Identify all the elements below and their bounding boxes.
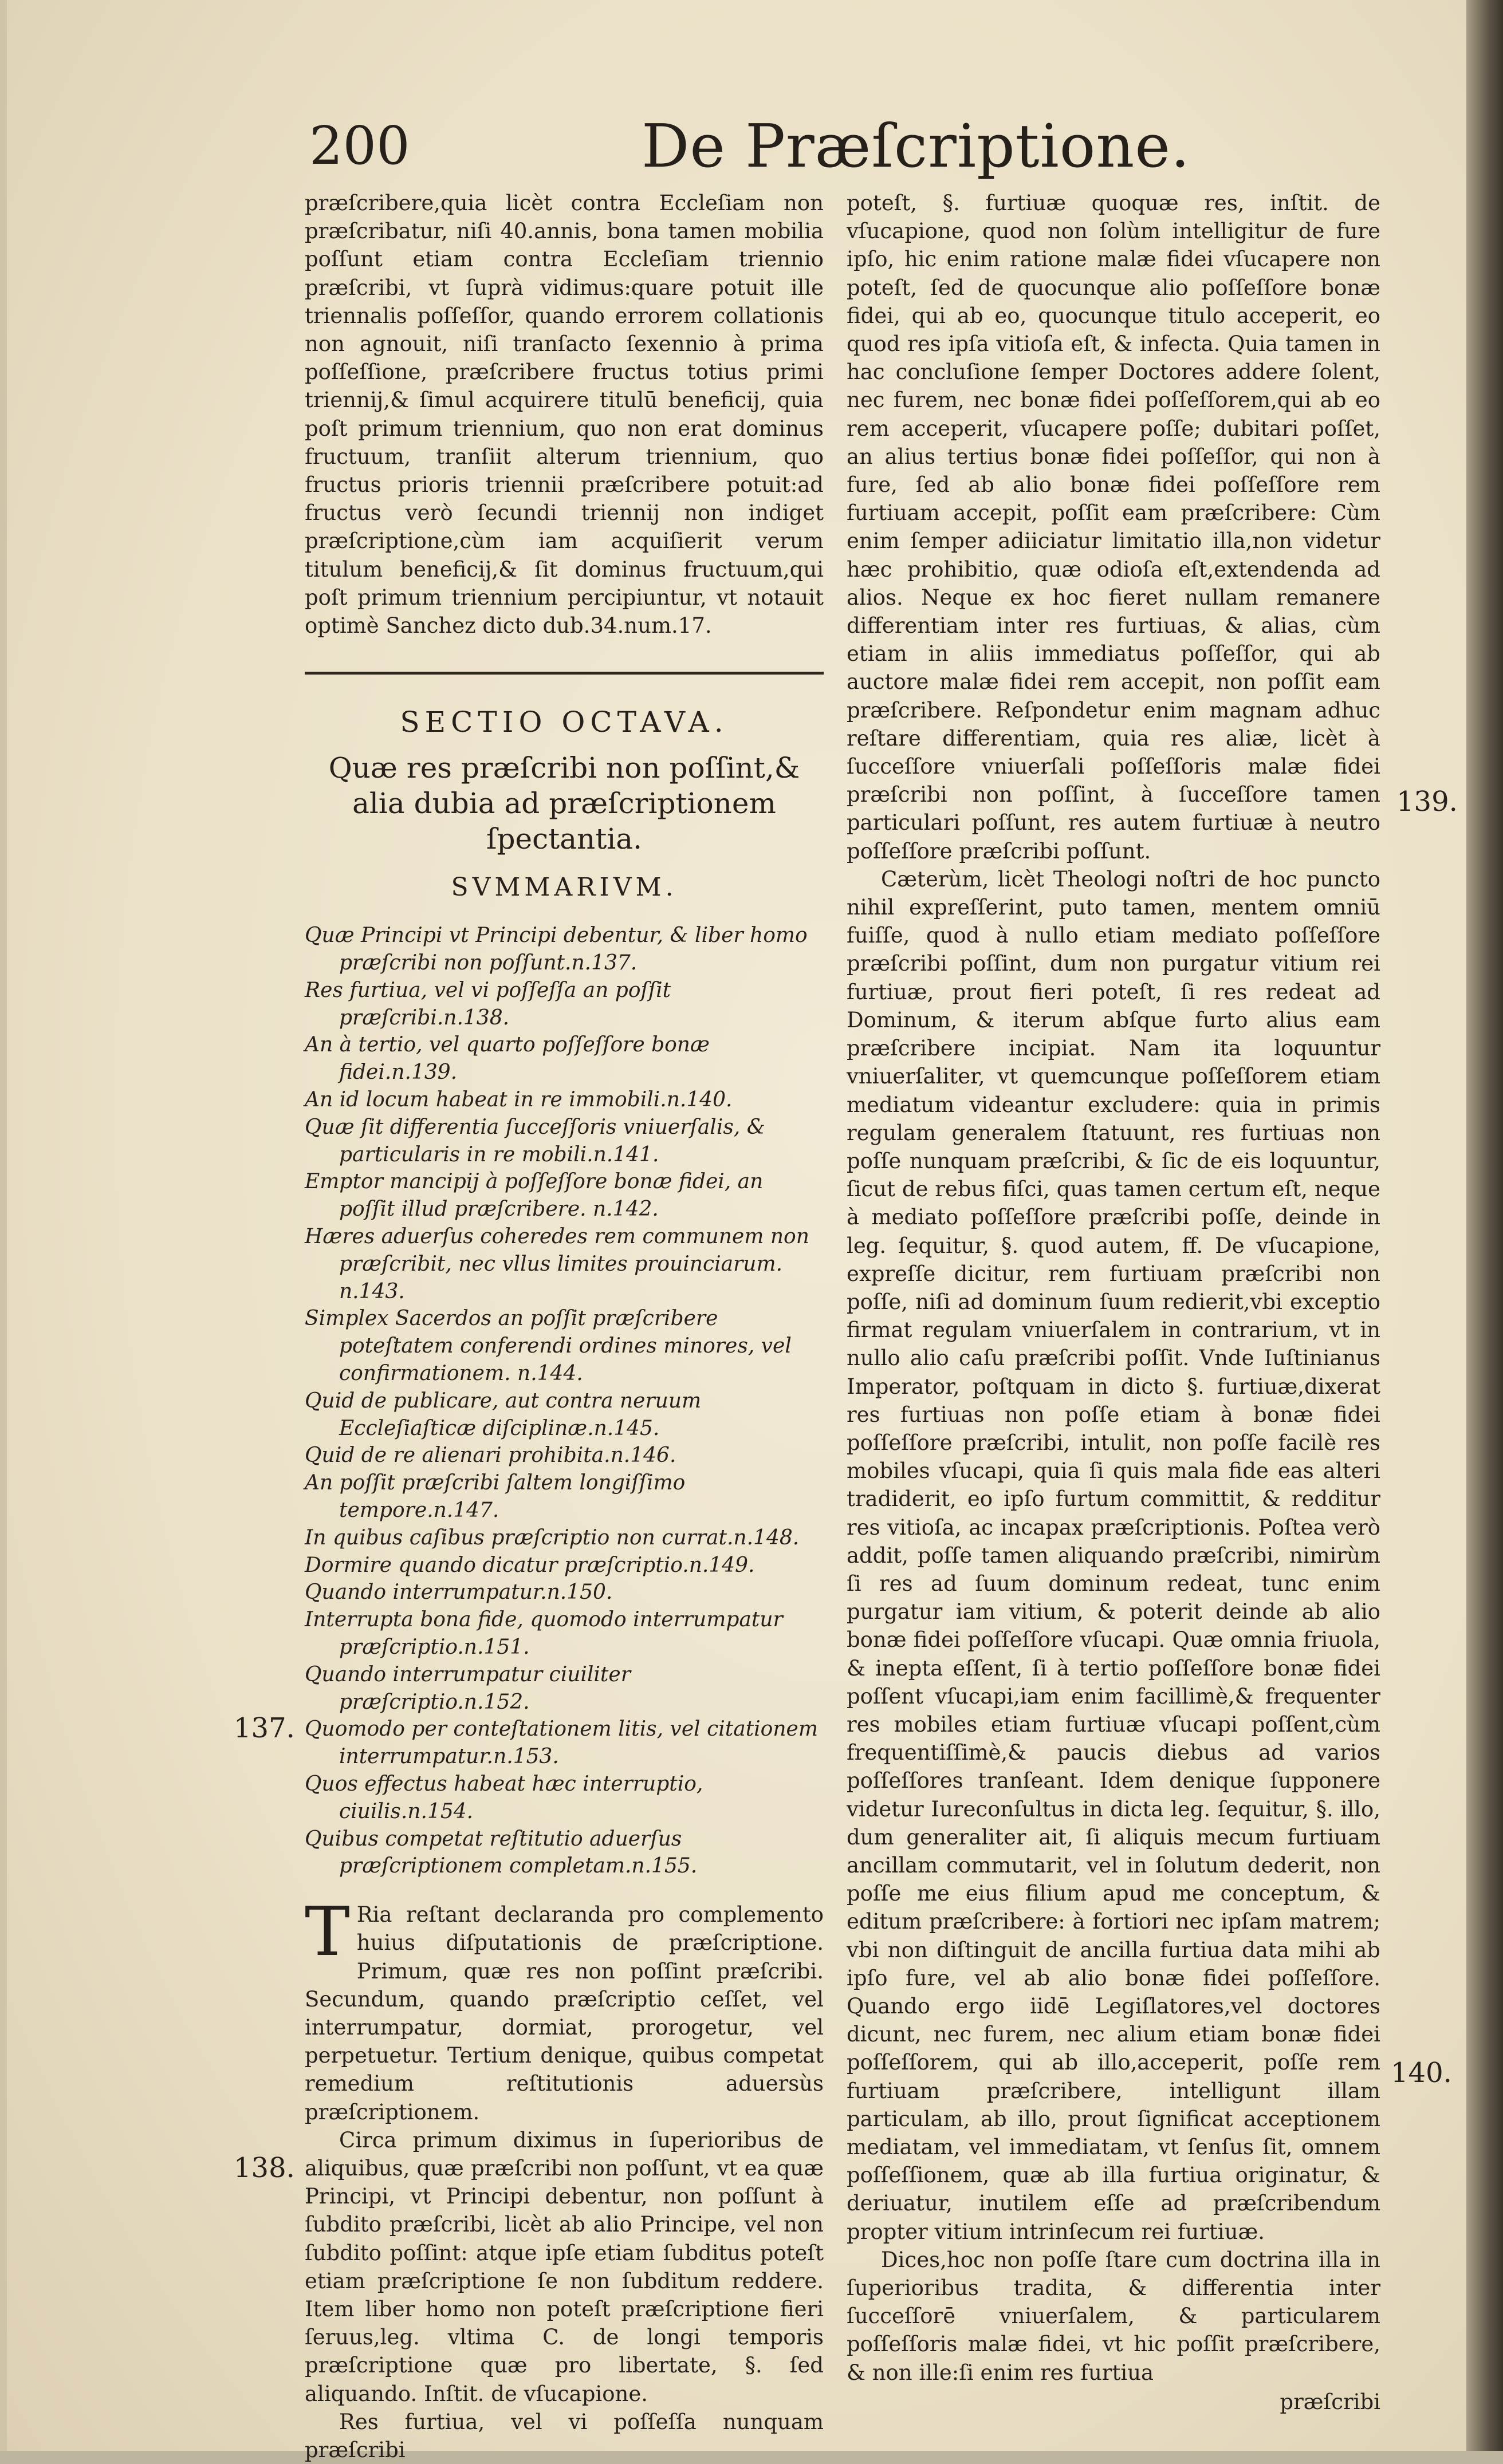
summary-item: Quando interrumpatur ciuiliter præſcriptio.n.152. — [305, 1662, 631, 1714]
left-column — [305, 189, 824, 2464]
summary-item: An id locum habeat in re immobili.n.140. — [305, 1088, 733, 1112]
summary-item: In quibus caſibus præſcriptio non currat.n.148. — [305, 1525, 800, 1550]
margin-number-139: 139. — [1396, 786, 1458, 818]
margin-number-140: 140. — [1391, 2057, 1452, 2089]
right-paragraph-1: poteſt, §. furtiuæ quoquæ res, inſtit. de vſucapione, quod non ſolùm intelligitur de fure ipſo, hic enim ratione malæ fidei vſucapere non poteſt, ſed de quocunque alio poſſeſſore bonæ fidei, qui ab eo, quocunque titulo acceperit, eo quod res ipſa vitioſa eſt, & infecta. Quia tamen in hac concluſione ſemper Doctores addere ſolent, nec furem, nec bonæ fidei poſſeſſorem,qui ab eo rem acceperit, vſucapere poſſe; dubitari poſſet, an alius tertius bonæ fidei poſſeſſor, qui non à fure, ſed ab alio bonæ fidei poſſeſſore rem furtiuam accepit, poſſit eam præſcribere: Cùm enim ſemper adiiciatur limitatio illa,non videtur hæc prohibitio, quæ odioſa eſt,extendenda ad alios. Neque ex hoc fieret nullam remanere differentiam inter res furtiuas, & alias, cùm etiam in aliis immediatus poſſeſſor, qui ab auctore malæ fidei rem accepit, non poſſit eam præſcribere. Reſpondetur enim magnam adhuc reſtare differentiam, quia res aliæ, licèt à ſucceſſore vniuerſali poſſeſſoris malæ fidei præſcribi non poſſint, à ſucceſſore tamen particulari poſſunt, res autem furtiuæ à neutro poſſeſſore præſcribi poſſunt. — [847, 191, 1380, 864]
section-heading: Quæ res præſcribi non poſſint,& alia dubia ad præſcriptionem ſpectantia. — [328, 751, 800, 856]
paragraph-139: Cæterùm, licèt Theologi noſtri de hoc puncto nihil expreſſerint, puto tamen, mentem omniū fuiſſe, quod à nullo etiam mediato poſſeſſore præſcribi poſſint, dum non purgatur vitium rei furtiuæ, prout fieri poteſt, ſi res redeat ad Dominum, & iterum abſque furto alius eam præſcribere incipiat. Nam ita loquuntur vniuerſaliter, vt quemcunque poſſeſſorem etiam mediatum videantur excludere: quia in primis regulam generalem ſtatuunt, res furtiuas non poſſe nunquam præſcribi, & ſic de eis loquuntur, ſicut de rebus fiſci, quas tamen certum eſt, neque à mediato poſſeſſore præſcribi poſſe, deinde in leg. ſequitur, §. quod autem, ff. De vſucapione, expreſſe dicitur, rem furtiuam præſcribi non poſſe, niſi ad dominum ſuum redierit,vbi exceptio firmat regulam vniuerſalem in contrarium, vt in nullo alio caſu præſcribi poſſit. Vnde Iuſtinianus Imperator, poſtquam in dicto §. furtiuæ,dixerat res furtiuas non poſſe etiam à bonæ fidei poſſeſſore præſcribi, intulit, non poſſe facilè res mobiles vſucapi, quia ſi quis mala fide eas alteri tradiderit, eo ipſo furtum committit, & redditur res vitioſa, ac incapax præſcriptionis. Poſtea verò addit, poſſe tamen aliquando præſcribi, nimirùm ſi res ad ſuum dominum redeat, tunc enim purgatur iam vitium, & poterit deinde ab alio bonæ fidei poſſeſſore vſucapi. Quæ omnia friuola, & inepta eſſent, ſi à tertio poſſeſſore bonæ fidei poſſent vſucapi,iam enim facillimè,& frequenter res mobiles etiam furtiuæ vſucapi poſſent,cùm frequentiſſimè,& paucis diebus ad varios poſſeſſores tranſeant. Idem denique ſupponere videtur Iureconſultus in dicta leg. ſequitur, §. illo, dum generaliter ait, ſi aliquis mecum furtiuam ancillam commutarit, vel in ſolutum dederit, non poſſe me eius filium apud me conceptum, & editum præſcribere: à fortiori nec ipſam matrem; vbi non diſtinguit de ancilla furtiua data mihi ab ipſo fure, vel ab alio bonæ fidei poſſeſſore. Quando ergo iidē Legiſlatores,vel doctores dicunt, nec furem, nec alium etiam bonæ fidei poſſeſſorem, qui ab illo,acceperit, poſſe rem furtiuam præſcribere, intelligunt illam particulam, ab illo, prout ſignificat acceptionem mediatam, vel immediatam, vt ſenſus ſit, omnem poſſeſſionem, quæ ab illa furtiua originatur, & deriuatur, inutilem eſſe ad præſcribendum propter vitium intrinſecum rei furtiuæ. — [847, 866, 1380, 2244]
summary-item: Quibus competat reſtitutio aduerſus præſcriptionem completam.n.155. — [305, 1827, 698, 1878]
paragraph-138: Res furtiua, vel vi poſſeſſa nunquam præſcribi — [305, 2409, 824, 2462]
summary-list — [305, 922, 824, 1880]
summary-item: Quando interrumpatur.n.150. — [305, 1580, 613, 1604]
summary-item: Quid de re alienari prohibita.n.146. — [305, 1444, 676, 1468]
page-edge — [0, 0, 7, 2451]
left-top-paragraph: præſcribere,quia licèt contra Eccleſiam non præſcribatur, niſi 40.annis, bona tamen mobilia poſſunt etiam contra Eccleſiam triennio præſcribi, vt ſuprà vidimus:quare potuit ille triennalis poſſeſſor, quando errorem collationis non agnouit, niſi tranſacto ſexennio à prima poſſeſſione, præſcribere fructus totius primi triennij,& ſimul acquirere titulū beneficij, quia poſt primum triennium, quo non erat dominus fructuum, tranſiit alterum triennium, quo fructus prioris triennii præſcribere potuit:ad fructus verò ſecundi triennij non indiget præſcriptione,cùm iam acquiſierit verum titulum beneficij,& ſit dominus fructuum,qui poſt primum triennium percipiuntur, vt notauit optimè Sanchez dicto dub.34.num.17. — [305, 191, 824, 638]
paragraph-137 — [305, 1892, 824, 2126]
summary-item: An poſſit præſcribi ſaltem longiſſimo tempore.n.147. — [305, 1471, 686, 1522]
right-column — [847, 189, 1380, 2416]
summary-item: Quid de publicare, aut contra neruum Eccleſiaſticæ diſciplinæ.n.145. — [305, 1389, 702, 1440]
summary-item: Res furtiua, vel vi poſſeſſa an poſſit præſcribi.n.138. — [305, 978, 671, 1030]
summary-item: Interrupta bona fide, quomodo interrumpatur præſcriptio.n.151. — [305, 1608, 783, 1659]
paragraph-137b: Circa primum diximus in ſuperioribus de aliquibus, quæ præſcribi non poſſunt, vt ea quæ Principi, vt Principi debentur, non poſſunt à ſubdito præſcribi, licèt ab alio Principe, vel non ſubdito poſſint: atque ipſe etiam ſubditus poteſt etiam præſcriptione ſe non ſubditum reddere. Item liber homo non poteſt præſcriptione fieri ſeruus,leg. vltima C. de longi temporis præſcriptione quæ pro libertate, §. ſed aliquando. Inſtit. de vſucapione. — [305, 2127, 824, 2406]
summary-item: Quomodo per conteſtationem litis, vel citationem interrumpatur.n.153. — [305, 1717, 818, 1769]
summary-item: Dormire quando dicatur præſcriptio.n.149. — [305, 1553, 755, 1577]
book-spine — [1466, 0, 1503, 2451]
margin-number-138: 138. — [234, 2152, 295, 2184]
summary-label: SVMMARIVM. — [451, 873, 678, 902]
summary-item: Quæ ſit differentia ſucceſſoris vniuerſalis, & particularis in re mobili.n.141. — [305, 1115, 765, 1166]
summary-item: An à tertio, vel quarto poſſeſſore bonæ fidei.n.139. — [305, 1033, 710, 1085]
running-header — [309, 111, 1398, 183]
paragraph-140: Dices,hoc non poſſe ſtare cum doctrina illa in ſuperioribus tradita, & differentia inter ſucceſſorē vniuerſalem, & particularem poſſeſſoris malæ fidei, vt hic poſſit præſcribere, & non ille:ſi enim res furtiua — [847, 2247, 1380, 2385]
section-label: SECTIO OCTAVA. — [400, 705, 729, 739]
section-divider — [305, 672, 824, 675]
summary-item: Simplex Sacerdos an poſſit præſcribere poteſtatem conferendi ordines minores, vel confirmationem. n.144. — [305, 1307, 792, 1385]
summary-item: Quos effectus habeat hæc interruptio, ciuilis.n.154. — [305, 1772, 703, 1823]
summary-item: Emptor mancipij à poſſeſſore bonæ fidei, an poſſit illud præſcribere. n.142. — [305, 1170, 764, 1221]
paragraph-137-text: Ria reſtant declaranda pro complemento huius diſputationis de præſcriptione. Primum, quæ res non poſſint præſcribi. Secundum, quando præſcriptio ceſſet, vel interrumpatur, dormiat, prorogetur, vel perpetuetur. Tertium denique, quibus competat remedium reſtitutionis aduersùs præſcriptionem. — [305, 1902, 824, 2124]
summary-item: Hæres aduerſus coheredes rem communem non præſcribit, nec vllus limites prouinciarum. n.143. — [305, 1225, 809, 1303]
page-number: 200 — [309, 115, 410, 176]
running-title: De Præſcriptione. — [642, 111, 1190, 181]
drop-cap: T — [305, 1892, 350, 1972]
catchword: præſcribi — [1280, 2389, 1380, 2414]
summary-item: Quæ Principi vt Principi debentur, & liber homo præſcribi non poſſunt.n.137. — [305, 924, 808, 975]
margin-number-137: 137. — [234, 1712, 295, 1744]
